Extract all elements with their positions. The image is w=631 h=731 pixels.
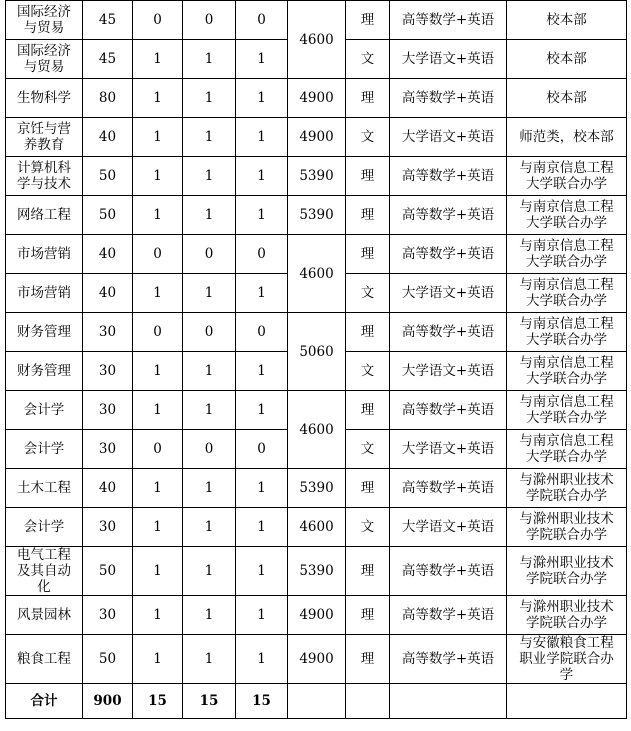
plan-cell: 50 bbox=[83, 547, 133, 596]
track-cell: 理 bbox=[346, 196, 390, 235]
count-cell: 1 bbox=[236, 469, 288, 508]
tuition-cell: 4600 bbox=[288, 1, 346, 79]
total-count: 15 bbox=[236, 684, 288, 719]
count-cell: 1 bbox=[183, 469, 236, 508]
count-cell: 1 bbox=[236, 352, 288, 391]
table-row bbox=[6, 79, 627, 118]
exam-cell: 高等数学+英语 bbox=[390, 1, 507, 40]
count-cell: 1 bbox=[236, 508, 288, 547]
plan-cell: 50 bbox=[83, 635, 133, 684]
table-row bbox=[6, 596, 627, 635]
count-cell: 0 bbox=[133, 430, 183, 469]
count-cell: 1 bbox=[183, 352, 236, 391]
count-cell: 1 bbox=[133, 352, 183, 391]
exam-cell: 大学语文+英语 bbox=[390, 118, 507, 157]
track-cell: 文 bbox=[346, 274, 390, 313]
plan-cell: 30 bbox=[83, 508, 133, 547]
count-cell: 1 bbox=[236, 118, 288, 157]
major-cell: 网络工程 bbox=[6, 196, 83, 235]
count-cell: 1 bbox=[236, 596, 288, 635]
total-plan: 900 bbox=[83, 684, 133, 719]
empty-cell bbox=[507, 684, 627, 719]
plan-cell: 80 bbox=[83, 79, 133, 118]
total-count: 15 bbox=[183, 684, 236, 719]
tuition-cell: 5060 bbox=[288, 313, 346, 391]
count-cell: 1 bbox=[236, 157, 288, 196]
major-cell: 京饪与营 养教育 bbox=[6, 118, 83, 157]
track-cell: 理 bbox=[346, 391, 390, 430]
exam-cell: 高等数学+英语 bbox=[390, 596, 507, 635]
count-cell: 0 bbox=[236, 235, 288, 274]
plan-cell: 40 bbox=[83, 235, 133, 274]
plan-cell: 40 bbox=[83, 469, 133, 508]
note-cell: 与南京信息工程 大学联合办学 bbox=[507, 352, 627, 391]
note-cell: 与南京信息工程 大学联合办学 bbox=[507, 430, 627, 469]
major-cell: 会计学 bbox=[6, 391, 83, 430]
track-cell: 理 bbox=[346, 469, 390, 508]
plan-cell: 50 bbox=[83, 157, 133, 196]
note-cell: 校本部 bbox=[507, 40, 627, 79]
count-cell: 1 bbox=[236, 547, 288, 596]
count-cell: 1 bbox=[236, 274, 288, 313]
exam-cell: 大学语文+英语 bbox=[390, 274, 507, 313]
count-cell: 1 bbox=[133, 635, 183, 684]
table-row bbox=[6, 635, 627, 684]
track-cell: 文 bbox=[346, 40, 390, 79]
exam-cell: 大学语文+英语 bbox=[390, 352, 507, 391]
track-cell: 文 bbox=[346, 118, 390, 157]
major-cell: 粮食工程 bbox=[6, 635, 83, 684]
track-cell: 理 bbox=[346, 313, 390, 352]
count-cell: 1 bbox=[236, 196, 288, 235]
note-cell: 校本部 bbox=[507, 1, 627, 40]
note-cell: 与安徽粮食工程 职业学院联合办 学 bbox=[507, 635, 627, 684]
plan-cell: 40 bbox=[83, 274, 133, 313]
count-cell: 1 bbox=[183, 196, 236, 235]
count-cell: 0 bbox=[183, 1, 236, 40]
track-cell: 理 bbox=[346, 79, 390, 118]
note-cell: 师范类，校本部 bbox=[507, 118, 627, 157]
count-cell: 1 bbox=[183, 547, 236, 596]
count-cell: 1 bbox=[236, 79, 288, 118]
major-cell: 土木工程 bbox=[6, 469, 83, 508]
tuition-cell: 5390 bbox=[288, 469, 346, 508]
exam-cell: 高等数学+英语 bbox=[390, 635, 507, 684]
plan-cell: 45 bbox=[83, 40, 133, 79]
plan-cell: 30 bbox=[83, 313, 133, 352]
table-row bbox=[6, 157, 627, 196]
major-cell: 电气工程 及其自动 化 bbox=[6, 547, 83, 596]
table-row bbox=[6, 469, 627, 508]
note-cell: 与滁州职业技术 学院联合办学 bbox=[507, 596, 627, 635]
count-cell: 1 bbox=[183, 596, 236, 635]
count-cell: 0 bbox=[133, 1, 183, 40]
tuition-cell: 5390 bbox=[288, 196, 346, 235]
count-cell: 1 bbox=[183, 79, 236, 118]
plan-cell: 50 bbox=[83, 196, 133, 235]
empty-cell bbox=[390, 684, 507, 719]
note-cell: 与南京信息工程 大学联合办学 bbox=[507, 391, 627, 430]
track-cell: 文 bbox=[346, 352, 390, 391]
count-cell: 1 bbox=[133, 391, 183, 430]
note-cell: 与南京信息工程 大学联合办学 bbox=[507, 196, 627, 235]
exam-cell: 高等数学+英语 bbox=[390, 547, 507, 596]
major-cell: 生物科学 bbox=[6, 79, 83, 118]
exam-cell: 大学语文+英语 bbox=[390, 40, 507, 79]
exam-cell: 高等数学+英语 bbox=[390, 469, 507, 508]
count-cell: 1 bbox=[183, 157, 236, 196]
count-cell: 0 bbox=[236, 313, 288, 352]
tuition-cell: 4600 bbox=[288, 235, 346, 313]
major-cell: 国际经济 与贸易 bbox=[6, 40, 83, 79]
exam-cell: 高等数学+英语 bbox=[390, 196, 507, 235]
track-cell: 文 bbox=[346, 430, 390, 469]
enrollment-table bbox=[5, 0, 627, 719]
tuition-cell: 4900 bbox=[288, 596, 346, 635]
table-row bbox=[6, 118, 627, 157]
plan-cell: 30 bbox=[83, 430, 133, 469]
count-cell: 1 bbox=[183, 635, 236, 684]
table-row bbox=[6, 313, 627, 352]
major-cell: 市场营销 bbox=[6, 274, 83, 313]
note-cell: 与滁州职业技术 学院联合办学 bbox=[507, 547, 627, 596]
exam-cell: 高等数学+英语 bbox=[390, 79, 507, 118]
exam-cell: 高等数学+英语 bbox=[390, 157, 507, 196]
track-cell: 文 bbox=[346, 508, 390, 547]
tuition-cell: 4900 bbox=[288, 118, 346, 157]
exam-cell: 大学语文+英语 bbox=[390, 508, 507, 547]
major-cell: 财务管理 bbox=[6, 313, 83, 352]
note-cell: 与南京信息工程 大学联合办学 bbox=[507, 235, 627, 274]
table-row bbox=[6, 196, 627, 235]
table-row bbox=[6, 1, 627, 40]
exam-cell: 高等数学+英语 bbox=[390, 391, 507, 430]
track-cell: 理 bbox=[346, 635, 390, 684]
tuition-cell: 4600 bbox=[288, 391, 346, 469]
note-cell: 与南京信息工程 大学联合办学 bbox=[507, 157, 627, 196]
tuition-cell: 4600 bbox=[288, 508, 346, 547]
count-cell: 1 bbox=[133, 547, 183, 596]
count-cell: 0 bbox=[183, 235, 236, 274]
total-row bbox=[6, 684, 627, 719]
plan-cell: 30 bbox=[83, 352, 133, 391]
count-cell: 1 bbox=[183, 508, 236, 547]
count-cell: 0 bbox=[183, 313, 236, 352]
count-cell: 0 bbox=[133, 313, 183, 352]
count-cell: 1 bbox=[133, 79, 183, 118]
table-row bbox=[6, 508, 627, 547]
tuition-cell: 5390 bbox=[288, 547, 346, 596]
count-cell: 0 bbox=[236, 430, 288, 469]
major-cell: 风景园林 bbox=[6, 596, 83, 635]
plan-cell: 45 bbox=[83, 1, 133, 40]
count-cell: 1 bbox=[183, 40, 236, 79]
exam-cell: 高等数学+英语 bbox=[390, 235, 507, 274]
major-cell: 计算机科 学与技术 bbox=[6, 157, 83, 196]
track-cell: 理 bbox=[346, 235, 390, 274]
note-cell: 与滁州职业技术 学院联合办学 bbox=[507, 469, 627, 508]
major-cell: 财务管理 bbox=[6, 352, 83, 391]
track-cell: 理 bbox=[346, 596, 390, 635]
count-cell: 0 bbox=[183, 430, 236, 469]
count-cell: 1 bbox=[183, 118, 236, 157]
table-row bbox=[6, 547, 627, 596]
major-cell: 会计学 bbox=[6, 508, 83, 547]
exam-cell: 高等数学+英语 bbox=[390, 313, 507, 352]
plan-cell: 30 bbox=[83, 596, 133, 635]
table-row bbox=[6, 235, 627, 274]
count-cell: 1 bbox=[236, 391, 288, 430]
count-cell: 1 bbox=[236, 635, 288, 684]
count-cell: 1 bbox=[133, 118, 183, 157]
exam-cell: 大学语文+英语 bbox=[390, 430, 507, 469]
tuition-cell: 5390 bbox=[288, 157, 346, 196]
note-cell: 与南京信息工程 大学联合办学 bbox=[507, 274, 627, 313]
count-cell: 1 bbox=[133, 469, 183, 508]
count-cell: 1 bbox=[133, 274, 183, 313]
track-cell: 理 bbox=[346, 1, 390, 40]
plan-cell: 30 bbox=[83, 391, 133, 430]
major-cell: 国际经济 与贸易 bbox=[6, 1, 83, 40]
total-label: 合计 bbox=[6, 684, 83, 719]
major-cell: 市场营销 bbox=[6, 235, 83, 274]
count-cell: 1 bbox=[133, 508, 183, 547]
tuition-cell: 4900 bbox=[288, 635, 346, 684]
track-cell: 理 bbox=[346, 157, 390, 196]
tuition-cell: 4900 bbox=[288, 79, 346, 118]
note-cell: 校本部 bbox=[507, 79, 627, 118]
count-cell: 1 bbox=[133, 196, 183, 235]
count-cell: 1 bbox=[183, 391, 236, 430]
count-cell: 1 bbox=[133, 157, 183, 196]
count-cell: 1 bbox=[236, 40, 288, 79]
count-cell: 1 bbox=[133, 596, 183, 635]
count-cell: 0 bbox=[236, 1, 288, 40]
empty-cell bbox=[346, 684, 390, 719]
count-cell: 0 bbox=[133, 235, 183, 274]
note-cell: 与南京信息工程 大学联合办学 bbox=[507, 313, 627, 352]
note-cell: 与滁州职业技术 学院联合办学 bbox=[507, 508, 627, 547]
count-cell: 1 bbox=[183, 274, 236, 313]
plan-cell: 40 bbox=[83, 118, 133, 157]
empty-cell bbox=[288, 684, 346, 719]
major-cell: 会计学 bbox=[6, 430, 83, 469]
track-cell: 理 bbox=[346, 547, 390, 596]
count-cell: 1 bbox=[133, 40, 183, 79]
table-row bbox=[6, 391, 627, 430]
total-count: 15 bbox=[133, 684, 183, 719]
